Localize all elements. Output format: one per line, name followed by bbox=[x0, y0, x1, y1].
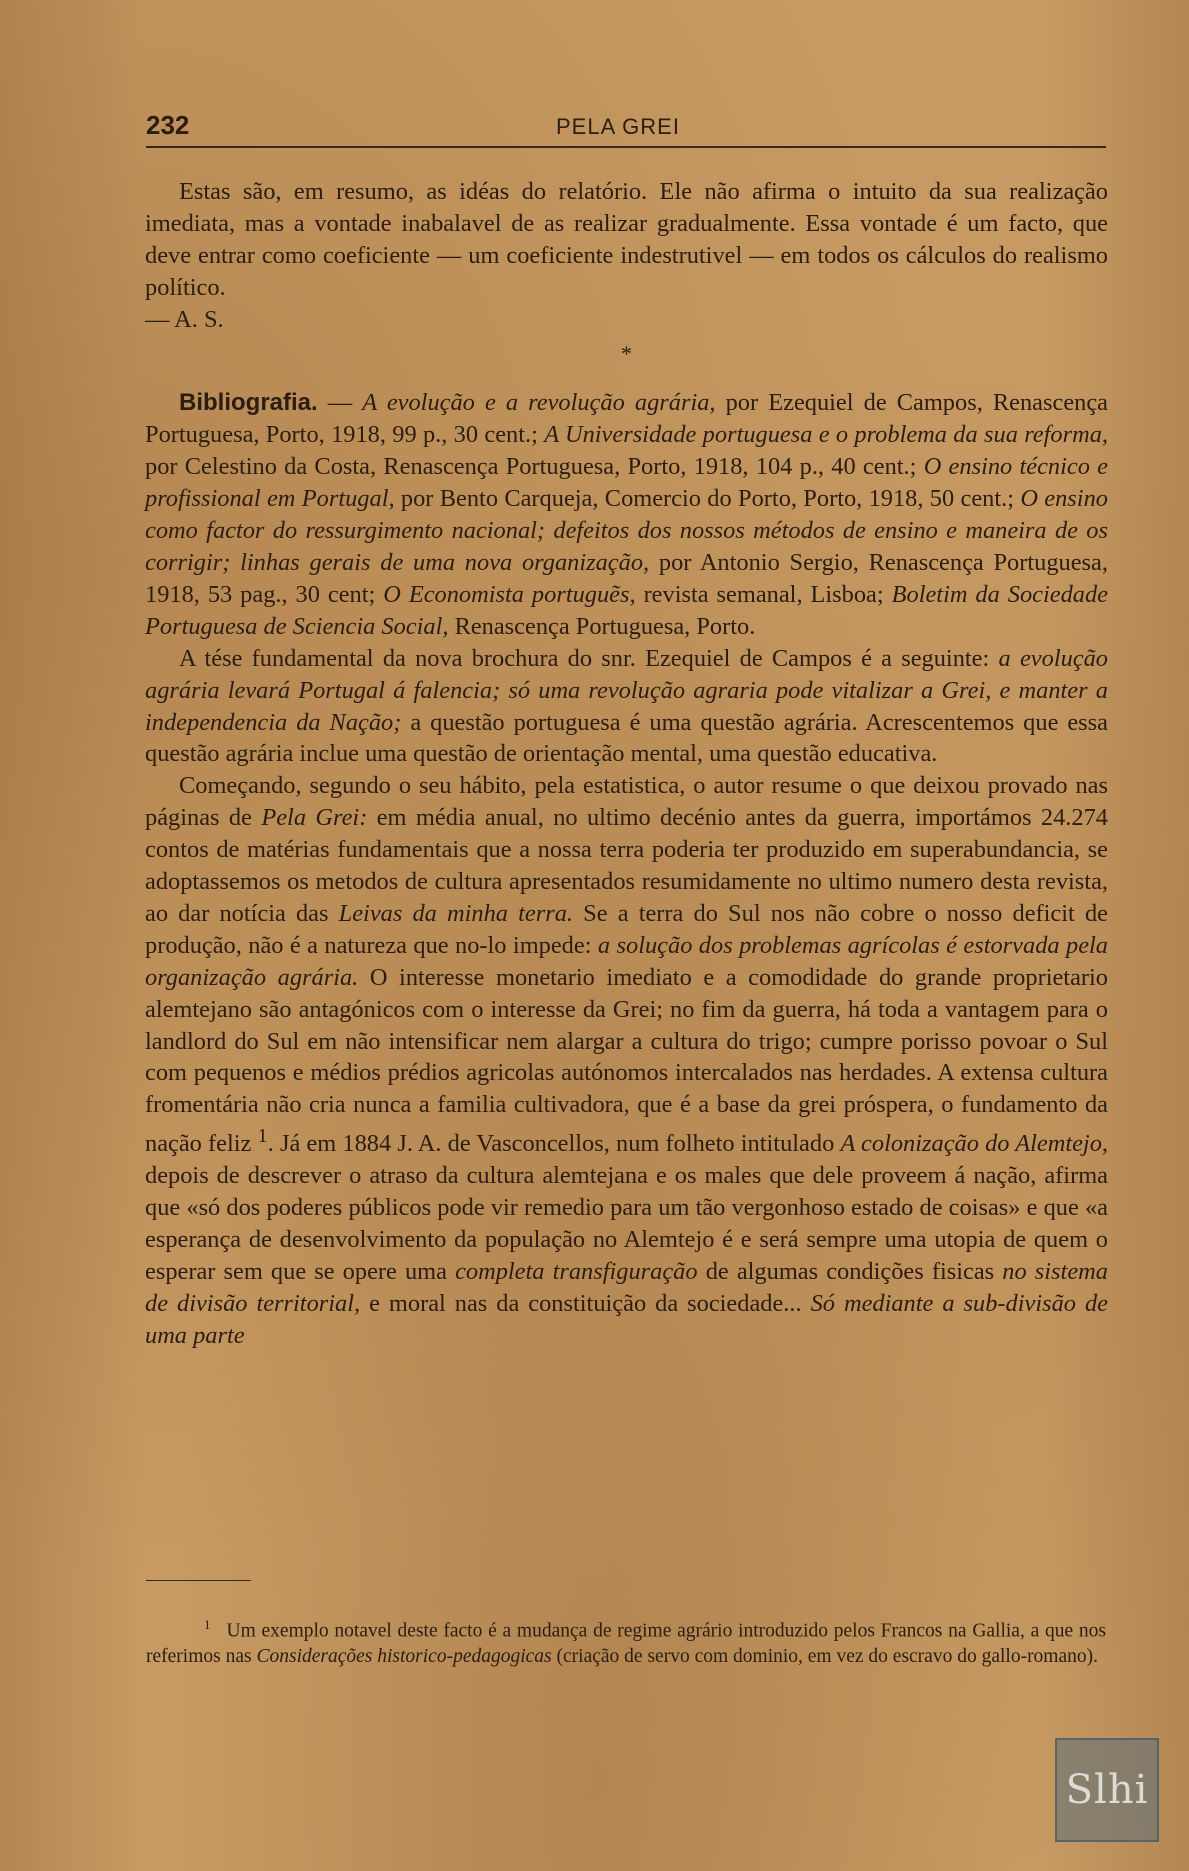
analysis-italic-1: Pela Grei: bbox=[261, 804, 368, 832]
running-title: PELA GREI bbox=[556, 114, 680, 139]
analysis-italic-7: Só mediante a sub-divisão de uma parte bbox=[145, 1289, 1108, 1349]
analysis-italic-5: completa transfiguração bbox=[455, 1258, 698, 1286]
bibliography-heading: Bibliografia. bbox=[179, 389, 318, 417]
analysis-text-h: e moral nas da constituição da sociedade... bbox=[360, 1289, 811, 1317]
analysis-italic-6: no sistema de divisão territorial, bbox=[145, 1258, 1108, 1317]
bib-info-6: Renascença Portuguesa, Porto. bbox=[448, 612, 756, 640]
thesis-text-a: A tése fundamental da nova brochura do snr. Ezequiel de Campos é a seguinte: bbox=[179, 644, 999, 672]
paragraph-analysis bbox=[145, 770, 1108, 1351]
signature bbox=[145, 304, 1108, 336]
analysis-text-d: O interesse monetario imediato e a comodidade do grande proprietario alemtejano são antagónicos com o interesse da Grei; no fim da guerra, há toda a vantagem para o landlord do Sul em não intensificar nem alargar a cultura do trigo; cumpre porisso povoar o Sul com pequenos e médios prédios agricolas autónomos intercalados nas herdades. A extensa cultura fromentária não cria nunca a familia cultivadora, que é a base da grei próspera, o fundamento da nação feliz bbox=[145, 963, 1108, 1158]
analysis-text-e: . Já em 1884 J. A. de Vasconcellos, num folheto intitulado bbox=[267, 1130, 841, 1158]
bibliography-paragraph bbox=[145, 387, 1108, 642]
bib-title-6: Boletim da Sociedade Portuguesa de Sciencia Social, bbox=[145, 580, 1109, 640]
bib-title-2: A Universidade portuguesa e o problema da sua reforma, bbox=[544, 421, 1108, 449]
bib-title-4: O ensino como factor do ressurgimento nacional; defeitos dos nossos métodos de ensino e maneira de os corrigir; linhas gerais de uma nova organização, bbox=[145, 485, 1108, 576]
footnote-italic: Considerações historico-pedagogicas bbox=[256, 1645, 552, 1667]
analysis-italic-3: a solução dos problemas agrícolas é estorvada pela organização agrária. bbox=[145, 931, 1108, 991]
section-separator: * bbox=[621, 340, 632, 366]
library-stamp-logo bbox=[1055, 1738, 1159, 1842]
footnote-marker: 1 bbox=[204, 1617, 211, 1632]
bib-title-3: O ensino técnico e profissional em Portugal, bbox=[145, 453, 1108, 513]
footnote bbox=[146, 1612, 1106, 1669]
analysis-text-a: Começando, segundo o seu hábito, pela estatistica, o autor resume o que deixou provado nas páginas de bbox=[145, 772, 1108, 832]
analysis-italic-4: A colonização do Alemtejo, bbox=[840, 1130, 1108, 1158]
footnote-reference[interactable]: 1 bbox=[257, 1125, 268, 1148]
analysis-text-f: depois de descrever o atraso da cultura alemtejana e os males que dele proveem á nação, afirma que «só dos poderes públicos pode vir remedio para um tão vergonhoso estado de coisas» e que «a esperança de desenvolvimento da população no Alemtejo é e será sempre uma utopia de quem o esperar sem que se opere uma bbox=[145, 1162, 1108, 1286]
page-number: 232 bbox=[146, 110, 190, 140]
thesis-text-b: a questão portuguesa é uma questão agrária. Acrescentemos que essa questão agrária inclue uma questão de orientação mental, uma questão educativa. bbox=[145, 708, 1108, 768]
analysis-italic-2: Leivas da minha terra. bbox=[338, 899, 574, 927]
analysis-text-b: em média anual, no ultimo decénio antes da guerra, importámos 24.274 contos de matérias fundamentais que a nossa terra poderia ter produzido em superabundancia, se adoptassemos os metodos de cultura apresentados resumidamente no ultimo numero desta revista, ao dar notícia das bbox=[145, 804, 1108, 927]
bib-info-3: por Bento Carqueja, Comercio do Porto, Porto, 1918, 50 cent.; bbox=[394, 485, 1021, 513]
page-header bbox=[146, 110, 1106, 148]
footnote-divider bbox=[146, 1580, 251, 1581]
thesis-italic: a evolução agrária levará Portugal á falencia; só uma revolução agraria pode vitalizar a Grei, e manter a independencia da Nação; bbox=[145, 644, 1109, 736]
paragraph-summary-text: Estas são, em resumo, as idéas do relatório. Ele não afirma o intuito da sua realização imediata, mas a vontade inabalavel de as realizar gradualmente. Essa vontade é um facto, que deve entrar como coeficiente — um coeficiente indestrutivel — em todos os cálculos do realismo político. bbox=[145, 178, 1108, 301]
bib-title-5: O Economista portuguẽs, bbox=[383, 580, 636, 608]
bib-info-1: por Ezequiel de Campos, Renascença Portuguesa, Porto, 1918, 99 p., 30 cent.; bbox=[145, 389, 1108, 449]
analysis-text-c: Se a terra do Sul nos não cobre o nosso deficit de produção, não é a natureza que no-lo impede: bbox=[145, 899, 1108, 959]
signature-text: — A. S. bbox=[145, 305, 224, 333]
analysis-text-g: de algumas condições fisicas bbox=[697, 1258, 1003, 1286]
footnote-text-a: Um exemplo notavel deste facto é a mudança de regime agrário introduzido pelos Francos na Gallia, a que nos referimos nas bbox=[146, 1620, 1106, 1667]
body-text bbox=[145, 176, 1108, 1352]
paragraph-thesis bbox=[145, 643, 1108, 771]
bib-info-2: por Celestino da Costa, Renascença Portuguesa, Porto, 1918, 104 p., 40 cent.; bbox=[145, 453, 924, 481]
bib-info-5: revista semanal, Lisboa; bbox=[635, 580, 892, 608]
bib-info-4: por Antonio Sergio, Renascença Portuguesa, 1918, 53 pag., 30 cent; bbox=[145, 548, 1108, 608]
footnote-text-b: (criação de servo com dominio, em vez do escravo do gallo-romano). bbox=[551, 1645, 1098, 1667]
paragraph-summary bbox=[145, 176, 1108, 304]
stamp-text: Slhi bbox=[1065, 1767, 1149, 1813]
bib-title-1: A evolução e a revolução agrária, bbox=[362, 389, 716, 417]
bibliography-dash: — bbox=[317, 389, 363, 417]
